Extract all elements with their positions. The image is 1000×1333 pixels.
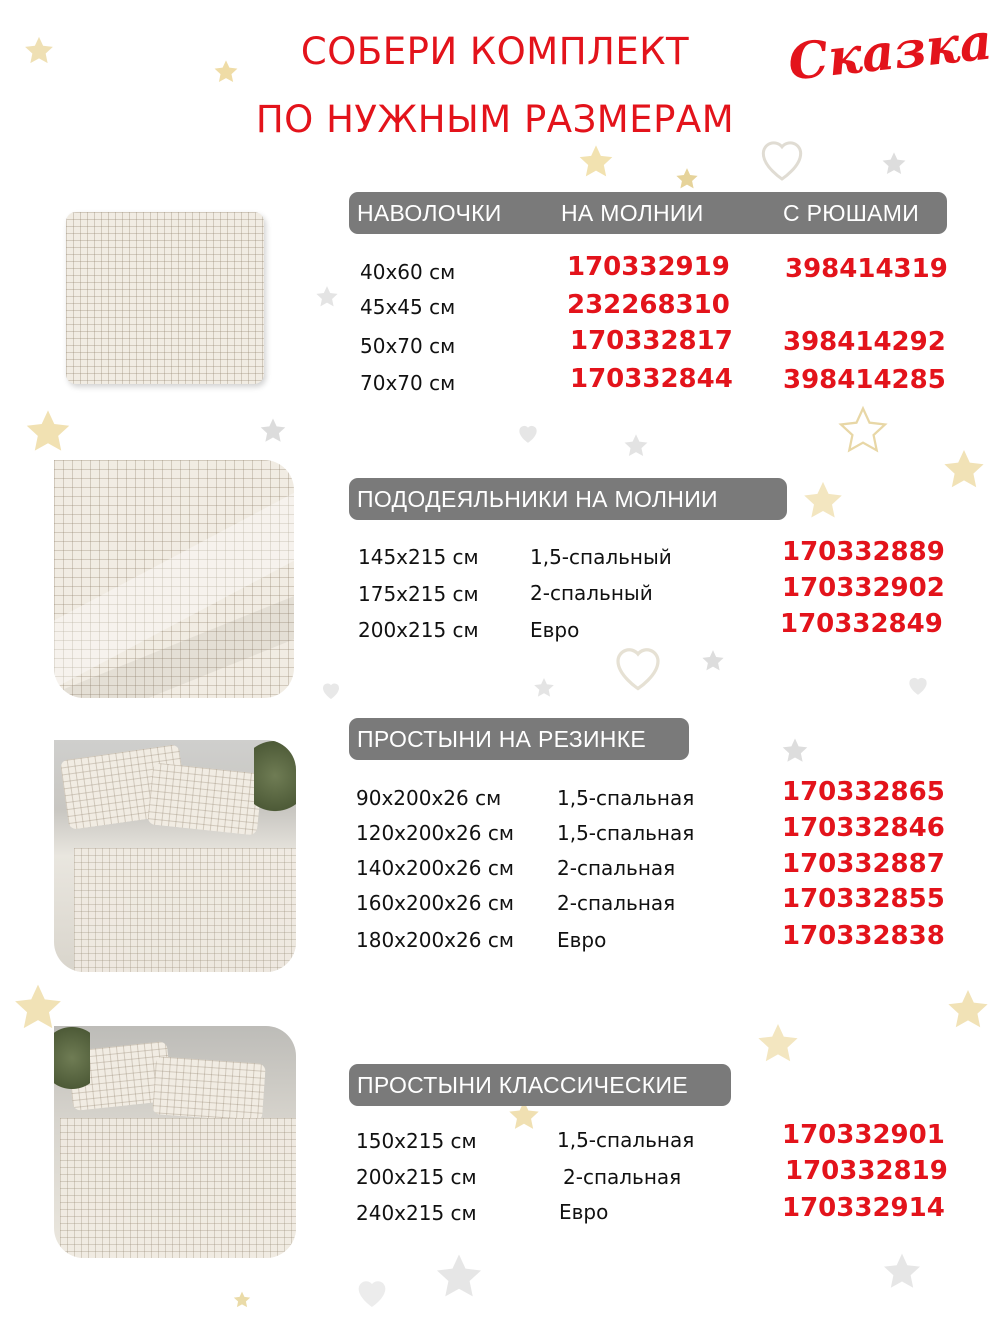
fitted-sheet-code: 170332838 [782,921,945,951]
pillowcase-zip-code: 232268310 [567,290,730,320]
duvet-cover-type: Евро [530,618,580,642]
heart-icon [318,678,344,702]
classic-sheet-type: 1,5-спальная [557,1128,695,1152]
duvet-cover-header-bar: ПОДОДЕЯЛЬНИКИ НА МОЛНИИ [349,478,787,520]
duvet-cover-code: 170332902 [782,573,945,603]
duvet-cover-size: 175x215 см [358,582,479,606]
star-icon [576,142,616,182]
pillowcase-header-bar [349,192,947,234]
star-icon [880,1250,924,1294]
fitted-sheet-type: 1,5-спальная [557,786,695,810]
star-icon [674,166,700,192]
star-icon [700,648,726,674]
fitted-sheet-code: 170332846 [782,813,945,843]
duvet-cover-code: 170332849 [780,609,943,639]
classic-sheet-type: 2-спальная [563,1165,682,1189]
pillowcase-zip-code: 170332817 [570,326,733,356]
pillowcase-header-col2: НА МОЛНИИ [561,200,704,226]
star-icon [940,446,988,494]
duvet-cover-type: 1,5-спальный [530,545,672,569]
classic-sheet-size: 240x215 см [356,1201,477,1225]
fitted-sheet-type: Евро [557,928,607,952]
fitted-sheet-size: 120x200x26 см [356,821,514,845]
duvet-cover-image [54,460,294,698]
fitted-sheet-code: 170332855 [782,884,945,914]
fitted-sheet-code: 170332865 [782,777,945,807]
pillowcase-zip-code: 170332919 [567,252,730,282]
fitted-sheet-size: 160x200x26 см [356,891,514,915]
pillowcase-ruffle-code: 398414319 [785,254,948,284]
pillowcase-size: 45x45 см [360,295,456,319]
pillowcase-size: 50x70 см [360,334,456,358]
page-title-line2: ПО НУЖНЫМ РАЗМЕРАМ [255,98,735,141]
heart-icon [606,636,670,696]
classic-sheet-code: 170332901 [782,1120,945,1150]
star-icon [432,1250,486,1304]
duvet-cover-code: 170332889 [782,537,945,567]
star-icon [754,1020,802,1068]
duvet-cover-size: 200x215 см [358,618,479,642]
classic-sheet-size: 150x215 см [356,1129,477,1153]
pillowcase-size: 70x70 см [360,371,456,395]
heart-icon [350,1272,394,1312]
fitted-sheet-size: 180x200x26 см [356,928,514,952]
pillowcase-size: 40x60 см [360,260,456,284]
star-icon [258,416,288,446]
star-icon [622,432,650,460]
heart-icon [514,420,542,446]
heart-icon [904,672,932,698]
star-icon [532,676,556,700]
star-icon [800,478,846,524]
fitted-sheet-size: 90x200x26 см [356,786,502,810]
classic-sheet-type: Евро [559,1200,609,1224]
star-icon [314,284,340,310]
classic-sheet-size: 200x215 см [356,1165,477,1189]
pillowcase-zip-code: 170332844 [570,364,733,394]
fitted-sheet-size: 140x200x26 см [356,856,514,880]
page-title-line1: СОБЕРИ КОМПЛЕКТ [300,30,690,73]
fitted-sheet-type: 2-спальная [557,891,676,915]
brand-logo: Сказка [785,11,995,92]
classic-sheet-code: 170332819 [785,1156,948,1186]
fitted-sheet-type: 1,5-спальная [557,821,695,845]
classic-sheet-code: 170332914 [782,1193,945,1223]
star-icon [944,986,992,1034]
pillowcase-header-col1: НАВОЛОЧКИ [357,200,502,226]
star-icon [232,1290,252,1310]
pillowcase-ruffle-code: 398414292 [783,327,946,357]
classic-sheet-image [54,1026,296,1258]
star-icon [836,404,890,458]
star-icon [880,150,908,178]
fitted-sheet-type: 2-спальная [557,856,676,880]
duvet-cover-size: 145x215 см [358,545,479,569]
duvet-cover-type: 2-спальный [530,581,653,605]
fitted-sheet-image [54,740,296,972]
classic-sheet-header-bar: ПРОСТЫНИ КЛАССИЧЕСКИЕ [349,1064,731,1106]
pillowcase-image [66,212,264,384]
pillowcase-header-col3: С РЮШАМИ [783,200,920,226]
star-icon [780,736,810,766]
fitted-sheet-code: 170332887 [782,849,945,879]
fitted-sheet-header-bar: ПРОСТЫНИ НА РЕЗИНКЕ [349,718,689,760]
pillowcase-ruffle-code: 398414285 [783,365,946,395]
star-icon [22,406,74,458]
